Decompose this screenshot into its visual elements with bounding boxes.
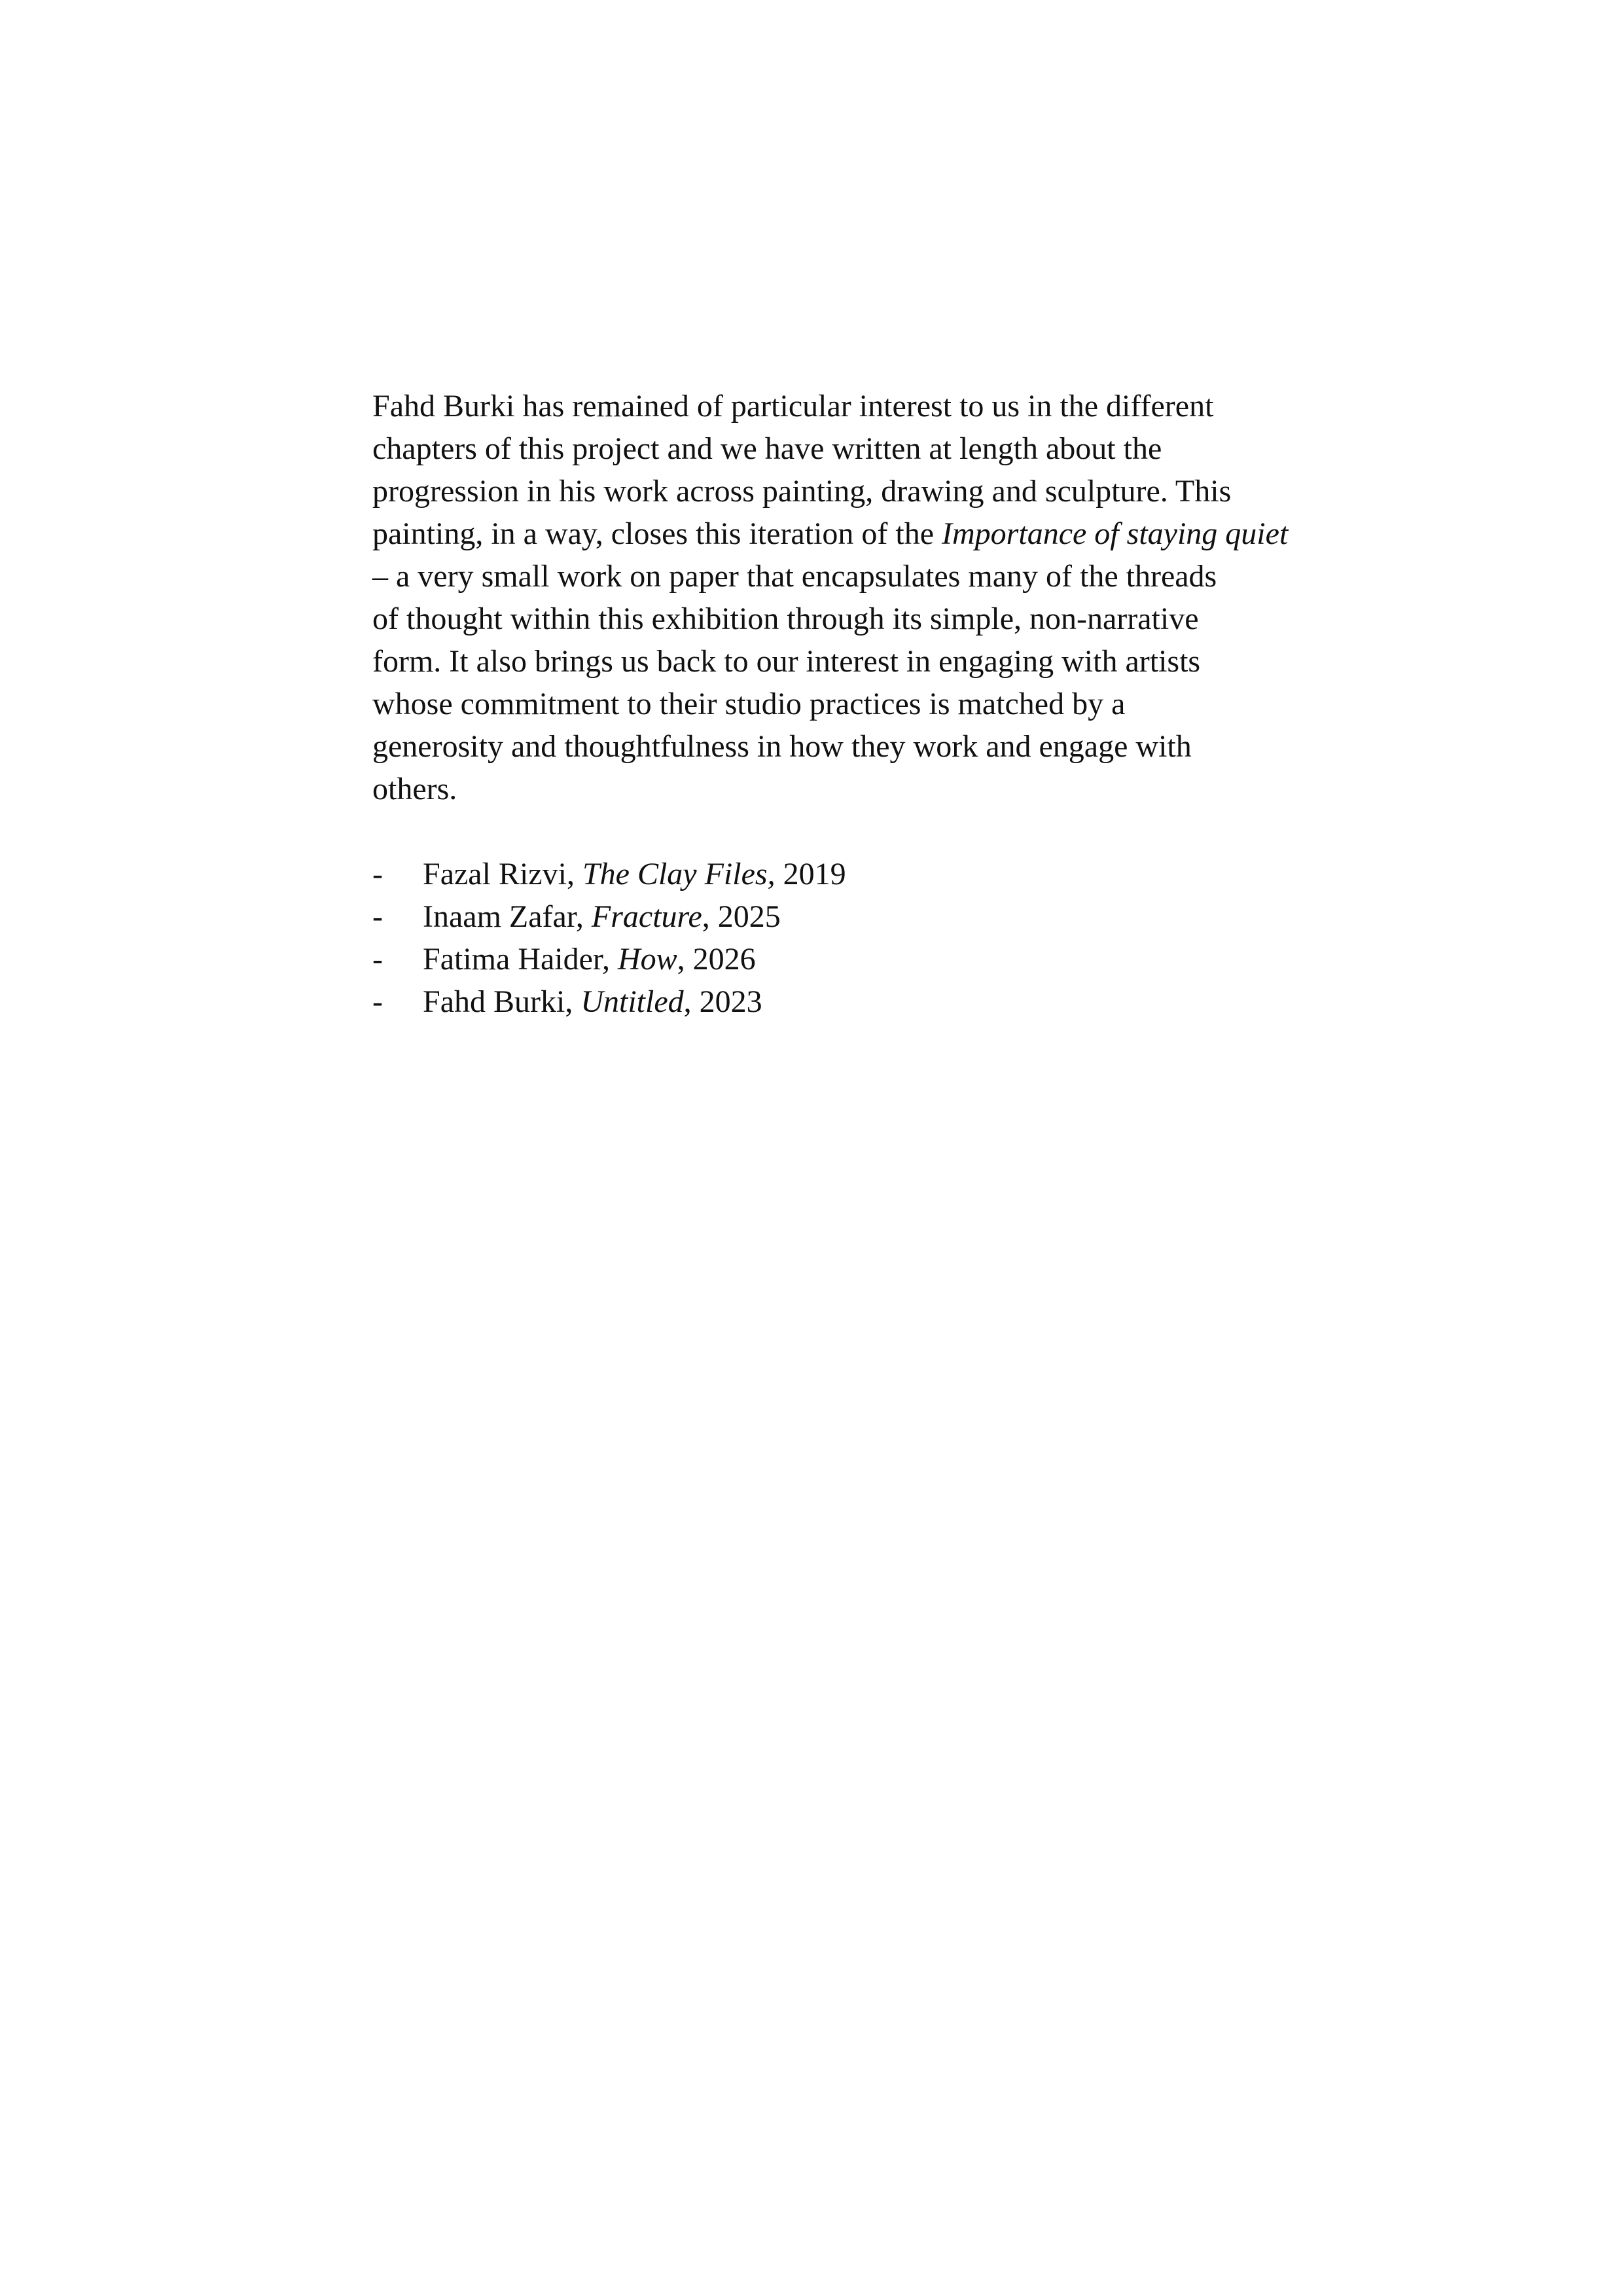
works-list [372, 853, 1262, 1023]
work-title: How [617, 942, 677, 977]
artist-name: Fatima Haider, [423, 942, 618, 977]
work-entry [423, 980, 762, 1023]
list-item [372, 895, 1262, 938]
artist-name: Inaam Zafar, [423, 899, 592, 934]
list-dash: - [372, 984, 383, 1019]
list-item [372, 853, 1262, 895]
artist-name: Fazal Rizvi, [423, 857, 582, 891]
paragraph-line: form. It also brings us back to our interest in engaging with artists [372, 644, 1201, 679]
work-year: , 2023 [683, 984, 762, 1019]
paragraph-line: whose commitment to their studio practices is matched by a [372, 687, 1126, 721]
paragraph-line: chapters of this project and we have written at length about the [372, 431, 1162, 466]
work-year: , 2025 [702, 899, 781, 934]
work-title: The Clay Files, [582, 857, 776, 891]
list-dash: - [372, 942, 383, 977]
work-year: 2019 [775, 857, 846, 891]
list-dash: - [372, 899, 383, 934]
paragraph-line: progression in his work across painting, drawing and sculpture. This [372, 474, 1232, 509]
work-entry [423, 895, 781, 938]
list-item [372, 938, 1262, 980]
work-title: Fracture [591, 899, 702, 934]
list-dash: - [372, 857, 383, 891]
paragraph-line: – a very small work on paper that encapsulates many of the threads [372, 559, 1217, 594]
exhibition-title: Importance of staying quiet [942, 516, 1289, 551]
list-item [372, 980, 1262, 1023]
work-entry [423, 853, 846, 895]
paragraph-line: generosity and thoughtfulness in how they work and engage with [372, 729, 1192, 764]
work-title: Untitled [580, 984, 684, 1019]
work-entry [423, 938, 756, 980]
artist-name: Fahd Burki, [423, 984, 581, 1019]
paragraph-line: of thought within this exhibition through its simple, non-narrative [372, 601, 1199, 636]
body-paragraph [372, 385, 1289, 810]
paragraph-line: painting, in a way, closes this iteration of the Importance of staying quiet [372, 516, 1289, 551]
document-body [372, 385, 1289, 1023]
work-year: , 2026 [677, 942, 756, 977]
paragraph-line: Fahd Burki has remained of particular interest to us in the different [372, 389, 1214, 423]
paragraph-line: others. [372, 772, 457, 806]
